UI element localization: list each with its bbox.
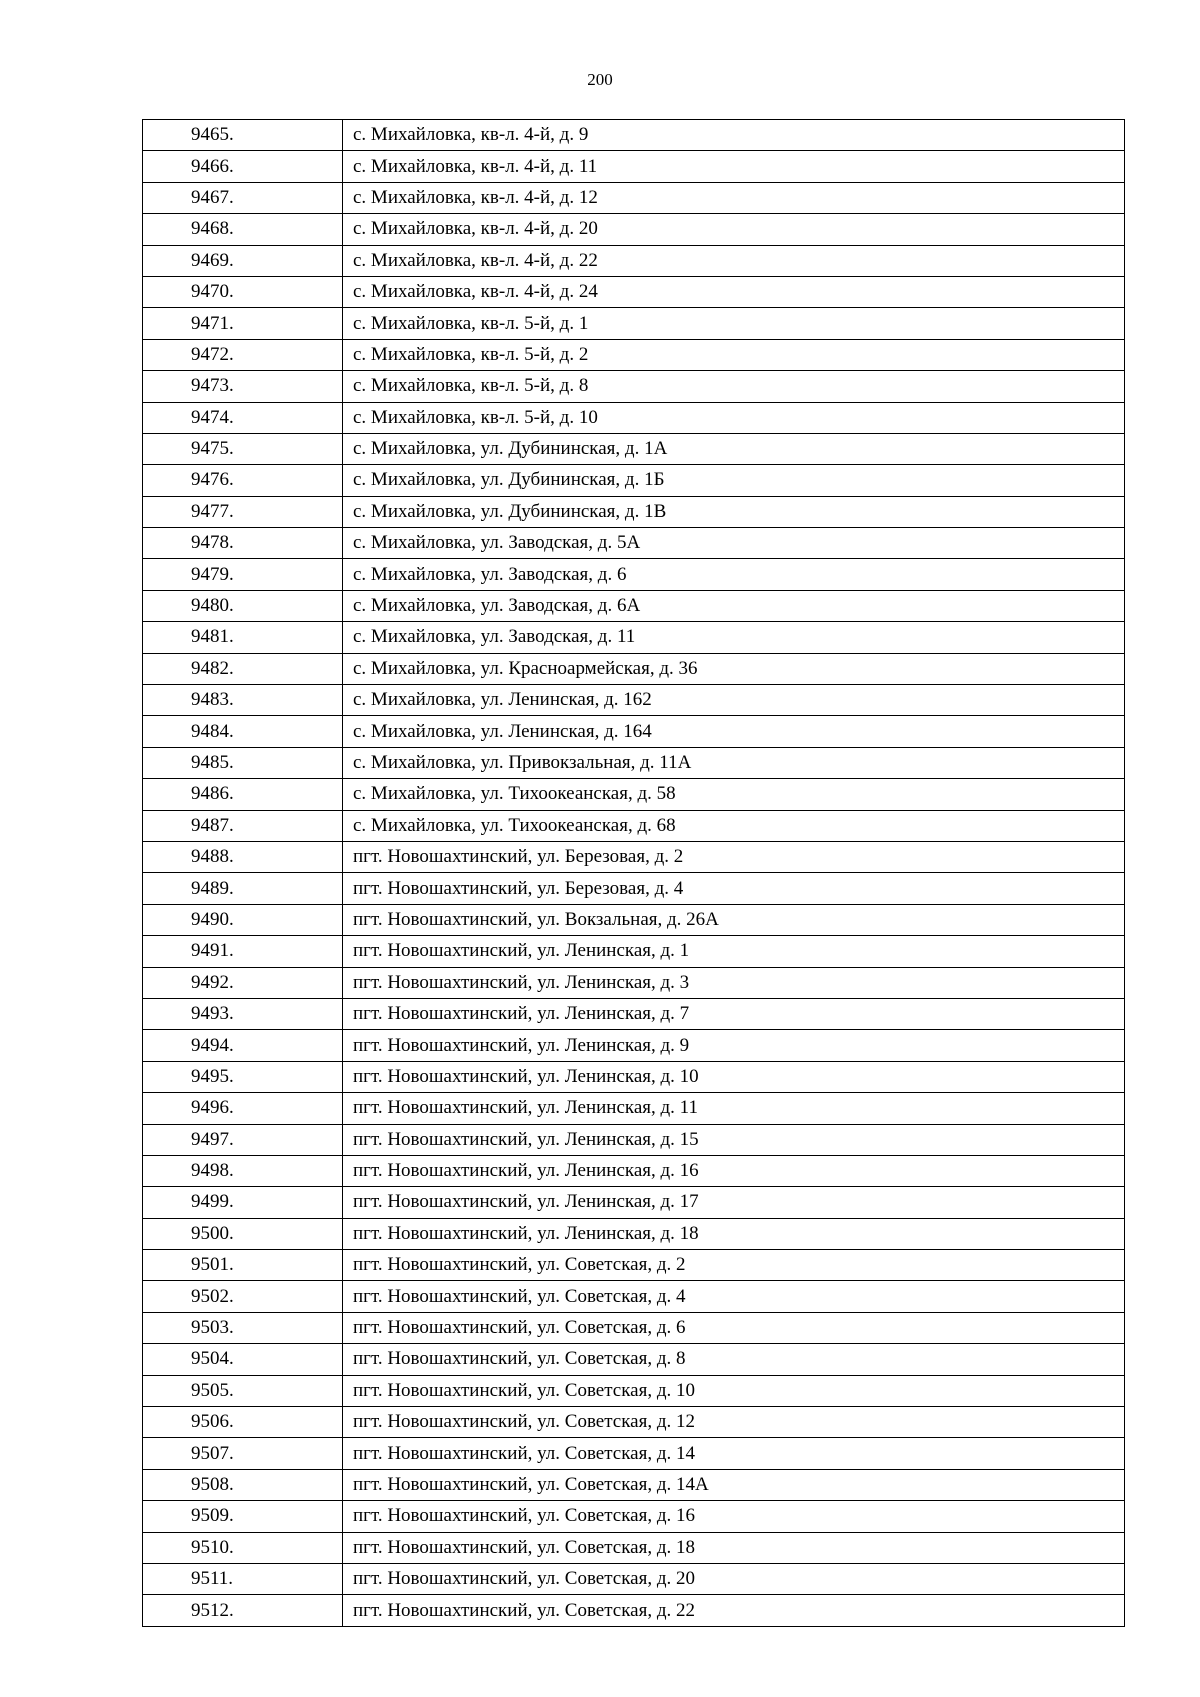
row-number-cell: 9504. [143,1344,343,1375]
row-number-cell: 9493. [143,998,343,1029]
row-number-cell: 9499. [143,1187,343,1218]
row-number-cell: 9496. [143,1093,343,1124]
table-row [143,151,1125,182]
row-number-cell: 9471. [143,308,343,339]
address-cell: пгт. Новошахтинский, ул. Советская, д. 4 [343,1281,1125,1312]
row-number-cell: 9469. [143,245,343,276]
table-row [143,1563,1125,1594]
table-row [143,685,1125,716]
table-row [143,998,1125,1029]
table-row [143,433,1125,464]
row-number-cell: 9502. [143,1281,343,1312]
table-row [143,936,1125,967]
address-cell: пгт. Новошахтинский, ул. Вокзальная, д. 26А [343,904,1125,935]
table-row [143,465,1125,496]
row-number-cell: 9465. [143,120,343,151]
row-number-cell: 9500. [143,1218,343,1249]
table-row [143,276,1125,307]
table-row [143,371,1125,402]
address-cell: пгт. Новошахтинский, ул. Советская, д. 14А [343,1469,1125,1500]
address-cell: с. Михайловка, кв-л. 4-й, д. 9 [343,120,1125,151]
table-row [143,120,1125,151]
address-cell: с. Михайловка, кв-л. 5-й, д. 8 [343,371,1125,402]
address-cell: с. Михайловка, ул. Дубининская, д. 1А [343,433,1125,464]
table-row [143,967,1125,998]
address-cell: с. Михайловка, кв-л. 4-й, д. 22 [343,245,1125,276]
table-row [143,339,1125,370]
address-cell: пгт. Новошахтинский, ул. Советская, д. 10 [343,1375,1125,1406]
address-cell: с. Михайловка, ул. Тихоокеанская, д. 58 [343,779,1125,810]
row-number-cell: 9490. [143,904,343,935]
row-number-cell: 9468. [143,214,343,245]
table-row [143,1469,1125,1500]
table-row [143,1344,1125,1375]
table-row [143,1030,1125,1061]
row-number-cell: 9486. [143,779,343,810]
address-cell: с. Михайловка, ул. Дубининская, д. 1Б [343,465,1125,496]
address-cell: с. Михайловка, кв-л. 4-й, д. 11 [343,151,1125,182]
row-number-cell: 9473. [143,371,343,402]
address-cell: пгт. Новошахтинский, ул. Ленинская, д. 7 [343,998,1125,1029]
row-number-cell: 9483. [143,685,343,716]
row-number-cell: 9481. [143,622,343,653]
address-cell: пгт. Новошахтинский, ул. Ленинская, д. 18 [343,1218,1125,1249]
table-row [143,559,1125,590]
table-row [143,622,1125,653]
row-number-cell: 9492. [143,967,343,998]
row-number-cell: 9505. [143,1375,343,1406]
address-cell: пгт. Новошахтинский, ул. Березовая, д. 2 [343,841,1125,872]
table-row [143,716,1125,747]
row-number-cell: 9477. [143,496,343,527]
address-table-body [143,120,1125,1627]
row-number-cell: 9485. [143,747,343,778]
address-cell: с. Михайловка, ул. Дубининская, д. 1В [343,496,1125,527]
row-number-cell: 9467. [143,182,343,213]
address-cell: с. Михайловка, кв-л. 4-й, д. 12 [343,182,1125,213]
table-row [143,747,1125,778]
address-cell: с. Михайловка, ул. Заводская, д. 11 [343,622,1125,653]
table-row [143,1250,1125,1281]
table-row [143,779,1125,810]
row-number-cell: 9484. [143,716,343,747]
row-number-cell: 9476. [143,465,343,496]
address-cell: с. Михайловка, ул. Привокзальная, д. 11А [343,747,1125,778]
table-row [143,841,1125,872]
table-row [143,1061,1125,1092]
address-cell: пгт. Новошахтинский, ул. Ленинская, д. 16 [343,1155,1125,1186]
table-row [143,1218,1125,1249]
address-cell: пгт. Новошахтинский, ул. Ленинская, д. 17 [343,1187,1125,1218]
address-cell: пгт. Новошахтинский, ул. Ленинская, д. 3 [343,967,1125,998]
address-cell: пгт. Новошахтинский, ул. Советская, д. 2 [343,1250,1125,1281]
table-row [143,1312,1125,1343]
table-row [143,1407,1125,1438]
row-number-cell: 9472. [143,339,343,370]
table-row [143,1187,1125,1218]
table-row [143,1124,1125,1155]
table-row [143,402,1125,433]
row-number-cell: 9475. [143,433,343,464]
row-number-cell: 9480. [143,590,343,621]
row-number-cell: 9494. [143,1030,343,1061]
address-cell: с. Михайловка, кв-л. 5-й, д. 2 [343,339,1125,370]
table-row [143,590,1125,621]
address-table [142,119,1125,1627]
address-cell: с. Михайловка, кв-л. 5-й, д. 10 [343,402,1125,433]
row-number-cell: 9466. [143,151,343,182]
table-row [143,214,1125,245]
address-cell: пгт. Новошахтинский, ул. Советская, д. 18 [343,1532,1125,1563]
row-number-cell: 9501. [143,1250,343,1281]
table-row [143,1532,1125,1563]
address-cell: с. Михайловка, ул. Ленинская, д. 164 [343,716,1125,747]
table-row [143,653,1125,684]
address-cell: пгт. Новошахтинский, ул. Советская, д. 22 [343,1595,1125,1626]
row-number-cell: 9497. [143,1124,343,1155]
address-cell: с. Михайловка, ул. Ленинская, д. 162 [343,685,1125,716]
table-row [143,182,1125,213]
table-row [143,1281,1125,1312]
row-number-cell: 9498. [143,1155,343,1186]
row-number-cell: 9495. [143,1061,343,1092]
table-row [143,1375,1125,1406]
row-number-cell: 9478. [143,528,343,559]
address-cell: пгт. Новошахтинский, ул. Ленинская, д. 11 [343,1093,1125,1124]
row-number-cell: 9487. [143,810,343,841]
table-row [143,528,1125,559]
table-row [143,1501,1125,1532]
table-row [143,1595,1125,1626]
address-cell: с. Михайловка, ул. Заводская, д. 6А [343,590,1125,621]
address-cell: пгт. Новошахтинский, ул. Советская, д. 12 [343,1407,1125,1438]
row-number-cell: 9510. [143,1532,343,1563]
row-number-cell: 9491. [143,936,343,967]
row-number-cell: 9509. [143,1501,343,1532]
table-row [143,1155,1125,1186]
table-row [143,810,1125,841]
page-number: 200 [587,70,613,89]
address-cell: с. Михайловка, ул. Тихоокеанская, д. 68 [343,810,1125,841]
table-row [143,1438,1125,1469]
row-number-cell: 9507. [143,1438,343,1469]
row-number-cell: 9488. [143,841,343,872]
address-cell: пгт. Новошахтинский, ул. Советская, д. 6 [343,1312,1125,1343]
address-cell: с. Михайловка, ул. Заводская, д. 5А [343,528,1125,559]
row-number-cell: 9479. [143,559,343,590]
table-row [143,245,1125,276]
address-cell: пгт. Новошахтинский, ул. Советская, д. 16 [343,1501,1125,1532]
row-number-cell: 9508. [143,1469,343,1500]
address-cell: пгт. Новошахтинский, ул. Ленинская, д. 1 [343,936,1125,967]
table-row [143,904,1125,935]
row-number-cell: 9482. [143,653,343,684]
table-row [143,1093,1125,1124]
row-number-cell: 9474. [143,402,343,433]
table-row [143,308,1125,339]
row-number-cell: 9503. [143,1312,343,1343]
address-cell: с. Михайловка, кв-л. 4-й, д. 24 [343,276,1125,307]
row-number-cell: 9470. [143,276,343,307]
row-number-cell: 9506. [143,1407,343,1438]
table-row [143,496,1125,527]
row-number-cell: 9489. [143,873,343,904]
address-cell: с. Михайловка, кв-л. 5-й, д. 1 [343,308,1125,339]
address-cell: пгт. Новошахтинский, ул. Ленинская, д. 15 [343,1124,1125,1155]
address-cell: пгт. Новошахтинский, ул. Березовая, д. 4 [343,873,1125,904]
address-cell: пгт. Новошахтинский, ул. Советская, д. 20 [343,1563,1125,1594]
address-cell: с. Михайловка, ул. Заводская, д. 6 [343,559,1125,590]
table-row [143,873,1125,904]
address-cell: пгт. Новошахтинский, ул. Советская, д. 8 [343,1344,1125,1375]
row-number-cell: 9512. [143,1595,343,1626]
address-cell: пгт. Новошахтинский, ул. Ленинская, д. 10 [343,1061,1125,1092]
address-cell: с. Михайловка, кв-л. 4-й, д. 20 [343,214,1125,245]
address-cell: пгт. Новошахтинский, ул. Ленинская, д. 9 [343,1030,1125,1061]
address-cell: пгт. Новошахтинский, ул. Советская, д. 14 [343,1438,1125,1469]
row-number-cell: 9511. [143,1563,343,1594]
address-cell: с. Михайловка, ул. Красноармейская, д. 36 [343,653,1125,684]
